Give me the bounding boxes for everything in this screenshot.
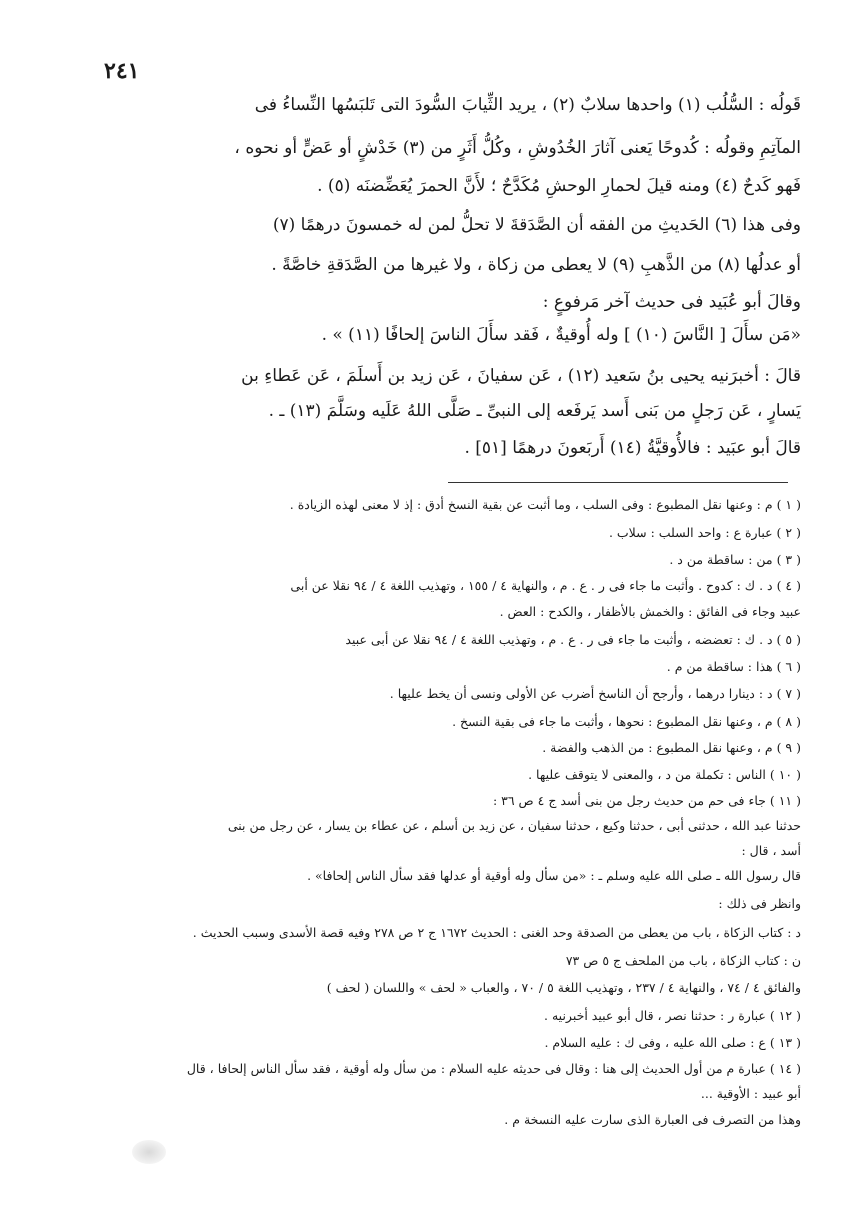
main-line: فَهو كَدحٌ (٤) ومنه قيلَ لحمارِ الوحشِ مُكَدَّحٌ ؛ لأَنَّ الحمرَ يُعَضِّضنَه (٥) . (317, 176, 801, 196)
footnote-line: ( ٢ ) عبارة ع : واحد السلب : سلاب . (608, 525, 801, 540)
main-line: قَولُه : السُّلُب (١) واحدها سلابٌ (٢) ، يريد الثِّيابَ السُّودَ التى تَلبَسُها النِّساءُ فى (254, 95, 801, 115)
footnote-line: ( ٣ ) من : ساقطة من د . (669, 552, 801, 567)
main-line: المآتِمِ وقولُه : كُدوحًا يَعنى آثارَ الخُدُوشِ ، وكُلُّ أَثَرٍ من (٣) خَدْشٍ أو عَضٍّ أو نحوه ، (234, 138, 801, 158)
footnote-line: ( ١١ ) جاء فى حم من حديث رجل من بنى أسد ج ٤ ص ٣٦ : (492, 793, 801, 808)
main-line: قالَ أبو عبَيد : فالأُوقيَّةُ (١٤) أَربَعونَ درهمًا [٥١] . (464, 438, 801, 458)
main-line: «مَن سأَلَ [ النَّاسَ (١٠) ] وله أُوقيةٌ ، فَقد سأَلَ الناسَ إلحافًا (١١) » . (321, 325, 801, 345)
footnote-line: أبو عبيد : الأوقية ... (700, 1086, 801, 1101)
footnote-line: ( ١٢ ) عبارة ر : حدثنا نصر ، قال أبو عبيد أخبرنيه . (544, 1008, 801, 1023)
footnote-line: والفائق ٤ / ٧٤ ، والنهاية ٤ / ٢٣٧ ، وتهذيب اللغة ٥ / ٧٠ ، والعباب « لحف » واللسان ( لحف ) (326, 980, 801, 995)
footnote-line: ( ١٤ ) عبارة م من أول الحديث إلى هنا : وقال فى حديثه عليه السلام : من سأل وله أوقية ، فقد سأل الناس إلحافا ، قال (186, 1061, 801, 1076)
footnote-line: ( ٥ ) د . ك : تعضضه ، وأثبت ما جاء فى ر . ع . م ، وتهذيب اللغة ٤ / ٩٤ نقلا عن أبى عبيد (345, 632, 801, 647)
main-line: قالَ : أخبرَنيه يحيى بنُ سَعيد (١٢) ، عَن سفيانَ ، عَن زيد بن أَسلَمَ ، عَن عَطاءِ بن (241, 366, 801, 386)
footnote-line: ( ٧ ) د : دينارا درهما ، وأرجح أن الناسخ أضرب عن الأولى ونسى أن يخط عليها . (389, 686, 801, 701)
footnote-line: د : كتاب الزكاة ، باب من يعطى من الصدقة وحد الغنى : الحديث ١٦٧٢ ج ٢ ص ٢٧٨ وفيه قصة الأسدى وسبب الحديث . (192, 925, 801, 940)
footnote-line: ( ٨ ) م ، وعنها نقل المطبوع : نحوها ، وأثبت ما جاء فى بقية النسخ . (452, 714, 801, 729)
footnote-line: عبيد وجاء فى الفائق : والخمش بالأظفار ، والكدح : العض . (499, 604, 801, 619)
footnote-line: أسد ، قال : (741, 843, 801, 858)
footnote-line: ( ٦ ) هذا : ساقطة من م . (666, 659, 801, 674)
footnote-line: قال رسول الله ـ صلى الله عليه وسلم ـ : «من سأل وله أوقية أو عدلها فقد سأل الناس إلحافا» . (307, 868, 801, 883)
main-line: وقالَ أبو عُبَيد فى حديث آخر مَرفوعٍ : (542, 292, 801, 312)
footnote-line: ( ٤ ) د . ك : كدوح . وأثبت ما جاء فى ر . ع . م ، والنهاية ٤ / ١٥٥ ، وتهذيب اللغة ٤ / ٩٤ نقلا عن أبى (290, 578, 801, 593)
footnote-line: حدثنا عبد الله ، حدثنى أبى ، حدثنا وكيع ، حدثنا سفيان ، عن زيد بن أسلم ، عن عطاء بن يسار ، عن رجل من بنى (227, 818, 801, 833)
footnote-line: ( ٩ ) م ، وعنها نقل المطبوع : من الذهب والفضة . (542, 740, 801, 755)
footnote-line: ( ١ ) م : وعنها نقل المطبوع : وفى السلب ، وما أثبت عن بقية النسخ أدق : إذ لا معنى لهذه الزيادة . (289, 497, 801, 512)
footnote-line: ن : كتاب الزكاة ، باب من الملحف ج ٥ ص ٧٣ (565, 953, 801, 968)
main-line: أو عدلُها (٨) من الذَّهبِ (٩) لا يعطى من زكاة ، ولا غيرها من الصَّدَقةِ خاصَّةً . (271, 255, 801, 275)
scan-smudge (132, 1140, 166, 1164)
footnote-line: ( ١٠ ) الناس : تكملة من د ، والمعنى لا يتوقف عليها . (528, 767, 801, 782)
footnote-line: وهذا من التصرف فى العبارة الذى سارت عليه النسخة م . (504, 1112, 801, 1127)
main-line: وفى هذا (٦) الحَديثِ من الفقه أن الصَّدَقةَ لا تحلُّ لمن له خمسونَ درهمًا (٧) (272, 215, 801, 235)
footnote-divider (448, 482, 788, 483)
page-number: ٢٤١ (104, 58, 140, 84)
footnote-line: وانظر فى ذلك : (718, 896, 801, 911)
footnote-line: ( ١٣ ) ع : صلى الله عليه ، وفى ك : عليه السلام . (544, 1035, 801, 1050)
main-line: يَسارٍ ، عَن رَجلٍ من بَنى أَسد يَرفَعه إلى النبىِّ ـ صَلَّى اللهُ عَلَيه وسَلَّمَ (١٣) ـ . (268, 401, 801, 421)
